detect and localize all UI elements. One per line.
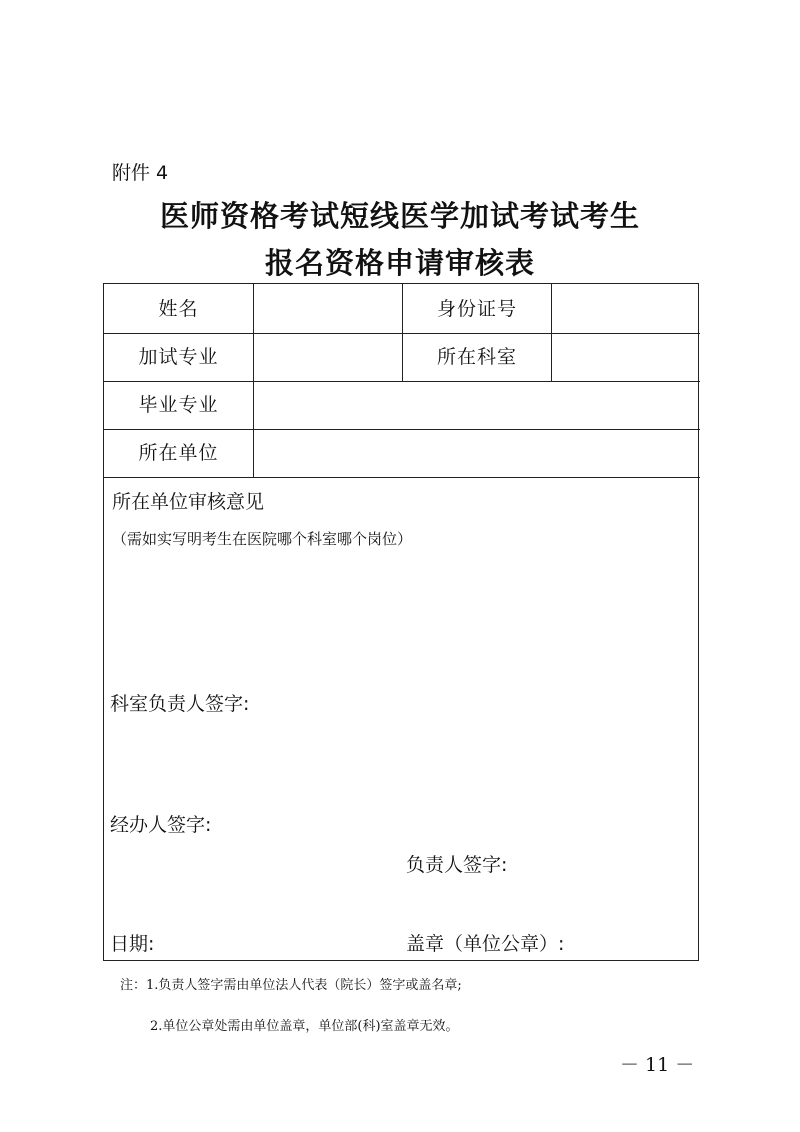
exam-major-field[interactable] [255,334,401,380]
handler-signature-label: 经办人签字: [110,814,212,836]
department-field[interactable] [553,334,699,380]
person-in-charge-signature-label: 负责人签字: [406,854,508,876]
row-divider [104,477,700,478]
review-heading: 所在单位审核意见 [112,491,265,513]
application-form-table [103,283,699,961]
exam-major-label: 加试专业 [138,346,219,368]
grad-major-label: 毕业专业 [138,394,219,416]
name-field[interactable] [255,285,401,332]
review-hint: （需如实写明考生在医院哪个科室哪个岗位） [112,530,413,548]
id-number-field[interactable] [553,285,699,332]
footnote-2: 2.单位公章处需由单位盖章，单位部(科)室盖章无效。 [150,1019,459,1034]
name-label: 姓名 [158,298,199,320]
dept-head-signature-label: 科室负责人签字: [110,693,250,715]
footnote-1: 注：1.负责人签字需由单位法人代表（院长）签字或盖名章; [120,978,462,993]
column-divider [253,284,254,477]
id-number-label: 身份证号 [436,298,517,320]
grad-major-field[interactable] [255,382,699,428]
employer-field[interactable] [255,430,699,476]
attachment-label: 附件 4 [112,162,169,184]
date-label: 日期: [110,933,155,955]
employer-label: 所在单位 [138,442,219,464]
page-number: － 11 － [620,1054,695,1076]
seal-label: 盖章（单位公章）: [406,933,565,955]
department-label: 所在科室 [436,346,517,368]
form-title-line-1: 医师资格考试短线医学加试考试考生 [159,199,640,233]
column-divider [551,284,552,381]
review-opinion-field[interactable] [112,556,692,666]
form-title-line-2: 报名资格申请审核表 [264,246,535,280]
